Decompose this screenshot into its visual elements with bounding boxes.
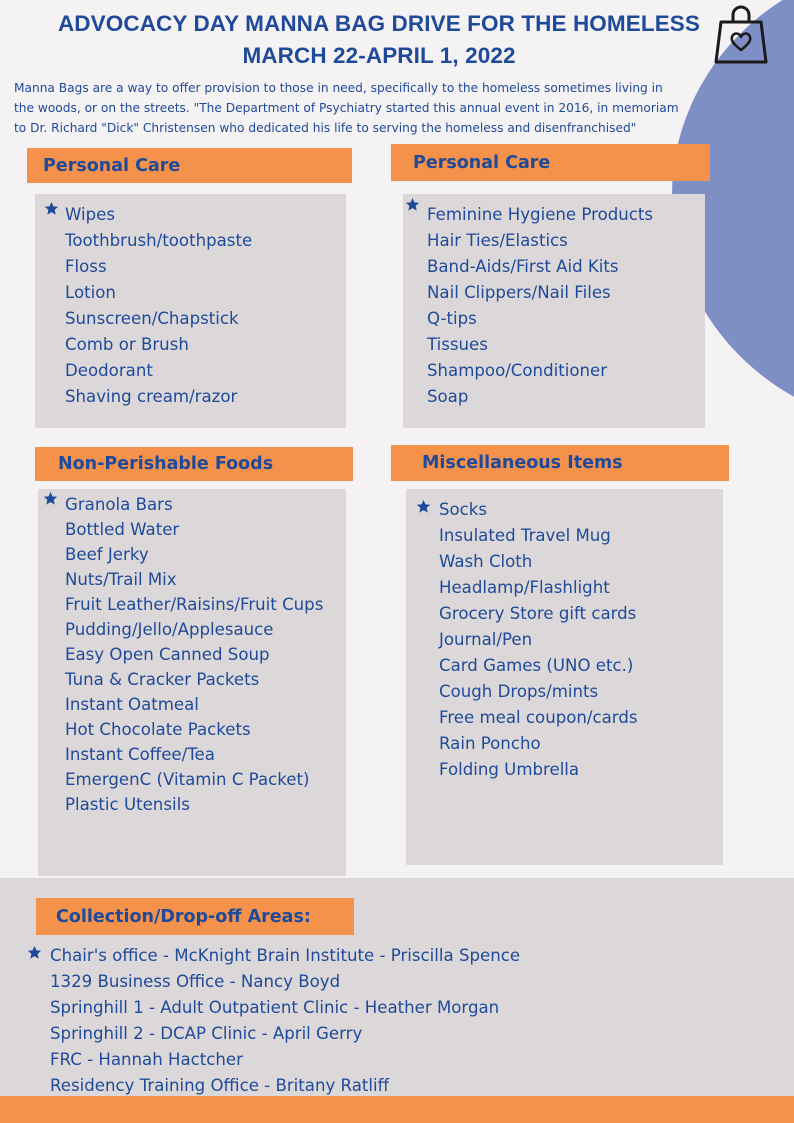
dropoff-header: Collection/Drop-off Areas: bbox=[36, 898, 354, 935]
misc-list bbox=[439, 497, 638, 783]
list-item: Feminine Hygiene Products bbox=[427, 205, 654, 224]
list-item: Nail Clippers/Nail Files bbox=[427, 283, 611, 302]
personal-care-2-list bbox=[427, 202, 653, 410]
list-item: Toothbrush/toothpaste bbox=[65, 231, 253, 250]
list-item: Springhill 1 - Adult Outpatient Clinic - Heather Morgan bbox=[50, 998, 500, 1017]
list-item: Card Games (UNO etc.) bbox=[439, 656, 634, 675]
personal-care-header: Personal Care bbox=[27, 148, 352, 183]
list-item: Shaving cream/razor bbox=[65, 387, 238, 406]
list-item: Lotion bbox=[65, 283, 116, 302]
list-item: Folding Umbrella bbox=[439, 760, 580, 779]
list-item: Tuna & Cracker Packets bbox=[65, 670, 260, 689]
dropoff-list bbox=[50, 943, 520, 1099]
star-icon bbox=[43, 491, 58, 506]
list-item: Bottled Water bbox=[65, 520, 180, 539]
star-icon bbox=[416, 499, 431, 514]
page-title: ADVOCACY DAY MANNA BAG DRIVE FOR THE HOMELESS bbox=[57, 11, 701, 36]
list-item: Nuts/Trail Mix bbox=[65, 570, 177, 589]
list-item: Shampoo/Conditioner bbox=[427, 361, 608, 380]
list-item: Soap bbox=[427, 387, 469, 406]
list-item: Plastic Utensils bbox=[65, 795, 190, 814]
footer-bar bbox=[0, 1096, 794, 1123]
list-item: Band-Aids/First Aid Kits bbox=[427, 257, 619, 276]
list-item: Springhill 2 - DCAP Clinic - April Gerry bbox=[50, 1024, 363, 1043]
list-item: Residency Training Office - Britany Ratliff bbox=[50, 1076, 390, 1095]
list-item: Tissues bbox=[427, 335, 488, 354]
list-item: Grocery Store gift cards bbox=[439, 604, 637, 623]
intro-line: Manna Bags are a way to offer provision to those in need, specifically to the homeless sometimes living in bbox=[14, 81, 663, 95]
foods-list bbox=[65, 492, 323, 817]
list-item: 1329 Business Office - Nancy Boyd bbox=[50, 972, 341, 991]
list-item: Easy Open Canned Soup bbox=[65, 645, 270, 664]
list-item: Instant Oatmeal bbox=[65, 695, 199, 714]
list-item: Headlamp/Flashlight bbox=[439, 578, 610, 597]
list-item: Wash Cloth bbox=[439, 552, 533, 571]
list-item: FRC - Hannah Hactcher bbox=[50, 1050, 243, 1069]
list-item: Q-tips bbox=[427, 309, 477, 328]
list-item: Granola Bars bbox=[65, 495, 173, 514]
list-item: Floss bbox=[65, 257, 107, 276]
personal-care-2-header: Personal Care bbox=[391, 144, 710, 181]
list-item: Deodorant bbox=[65, 361, 153, 380]
list-item: Pudding/Jello/Applesauce bbox=[65, 620, 274, 639]
list-item: Cough Drops/mints bbox=[439, 682, 599, 701]
list-item: Comb or Brush bbox=[65, 335, 189, 354]
list-item: Journal/Pen bbox=[439, 630, 533, 649]
list-item: Instant Coffee/Tea bbox=[65, 745, 215, 764]
shopping-bag-heart-icon bbox=[712, 4, 770, 66]
list-item: Chair's office - McKnight Brain Institute - Priscilla Spence bbox=[50, 946, 521, 965]
list-item: Sunscreen/Chapstick bbox=[65, 309, 239, 328]
page-subtitle-dates: MARCH 22-APRIL 1, 2022 bbox=[242, 43, 516, 68]
list-item: Fruit Leather/Raisins/Fruit Cups bbox=[65, 595, 324, 614]
star-icon bbox=[27, 945, 42, 960]
list-item: EmergenC (Vitamin C Packet) bbox=[65, 770, 310, 789]
list-item: Wipes bbox=[65, 205, 116, 224]
intro-paragraph bbox=[14, 78, 786, 138]
misc-header: Miscellaneous Items bbox=[391, 445, 729, 481]
foods-header: Non-Perishable Foods bbox=[35, 447, 353, 481]
intro-line: to Dr. Richard "Dick" Christensen who dedicated his life to serving the homeless and disenfranchised" bbox=[14, 121, 637, 135]
list-item: Rain Poncho bbox=[439, 734, 541, 753]
intro-line: the woods, or on the streets. "The Department of Psychiatry started this annual event in 2016, in memoriam bbox=[14, 101, 679, 115]
star-icon bbox=[44, 201, 59, 216]
list-item: Hair Ties/Elastics bbox=[427, 231, 568, 250]
star-icon bbox=[405, 197, 420, 212]
list-item: Socks bbox=[439, 500, 488, 519]
personal-care-list bbox=[65, 202, 252, 410]
list-item: Free meal coupon/cards bbox=[439, 708, 638, 727]
list-item: Hot Chocolate Packets bbox=[65, 720, 251, 739]
list-item: Beef Jerky bbox=[65, 545, 149, 564]
list-item: Insulated Travel Mug bbox=[439, 526, 611, 545]
